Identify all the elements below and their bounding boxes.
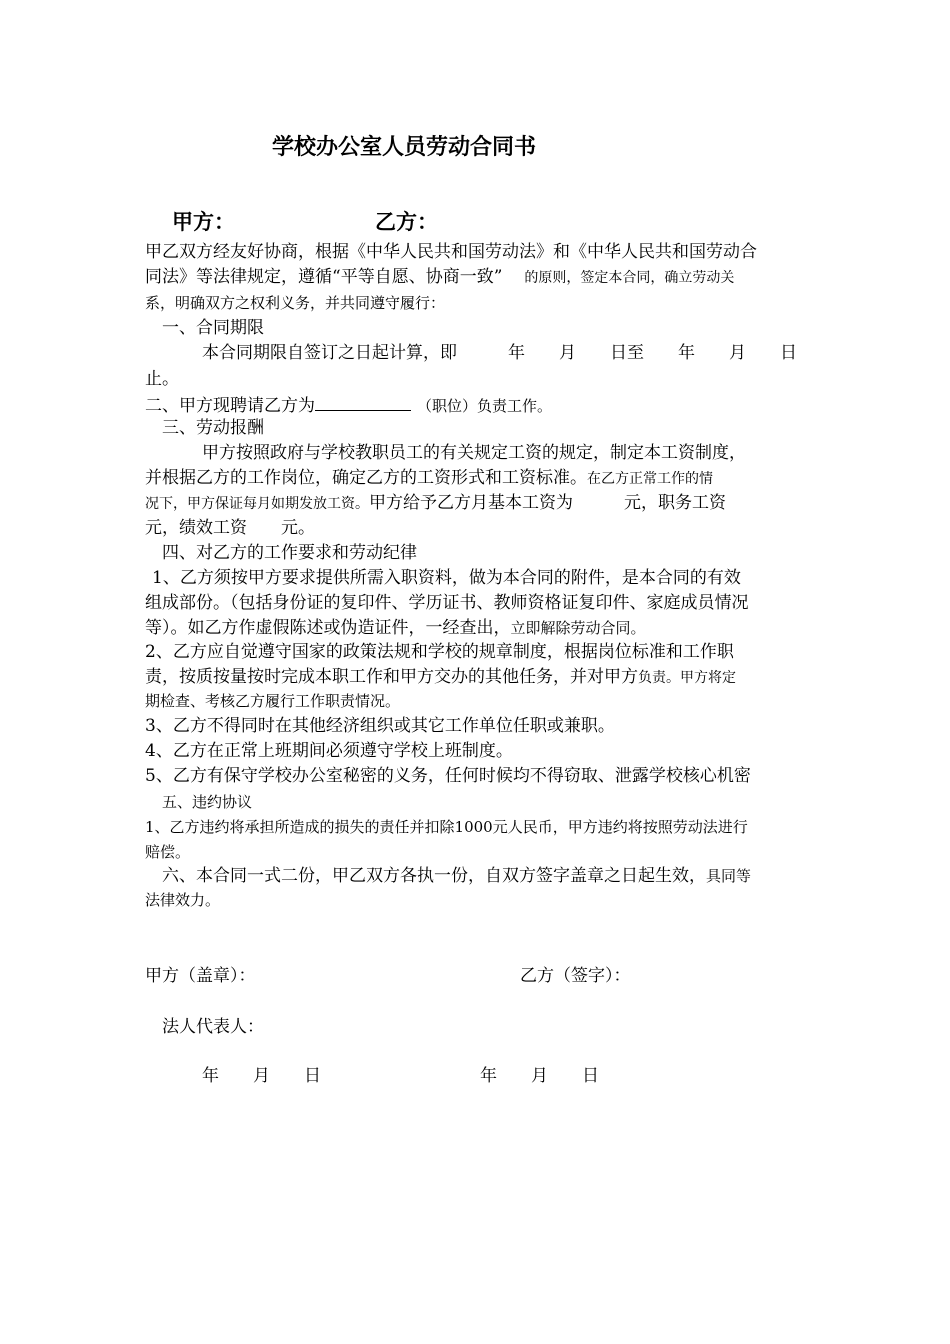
section-4-item-1-line-2: 组成部份。（包括身份证的复印件、学历证书、教师资格证复印件、家庭成员情况 [145,593,749,613]
party-a-seal-label: 甲方（盖章）： [145,966,256,986]
section-4-item-5: 5、乙方有保守学校办公室秘密的义务，任何时候均不得窃取、泄露学校核心机密 [145,766,751,786]
section-4-heading: 四、对乙方的工作要求和劳动纪律 [162,543,417,563]
section-2-prefix: 二、甲方现聘请乙方为 [145,396,315,416]
section-1-line-2: 止。 [145,369,179,389]
section-1-heading: 一、合同期限 [162,318,264,338]
section-6-line-1 [162,868,751,885]
section-2-line [145,396,552,415]
section-4-item-2-line-2 [145,669,736,686]
section-3-line-2a: 并根据乙方的工作岗位，确定乙方的工资形式和工资标准。 [145,468,587,488]
intro-line-1: 甲乙双方经友好协商，根据《中华人民共和国劳动法》和《中华人民共和国劳动合 [145,242,757,262]
section-6-line-1b: 具同等 [706,867,752,885]
section-5-line-2: 赔偿。 [145,843,191,861]
section-4-item-2-line-2b: 负责。甲方将定 [638,670,736,686]
party-a-date: 年 月 日 [202,1066,321,1086]
section-4-item-2-line-1: 2、乙方应自觉遵守国家的政策法规和学校的规章制度，根据岗位标准和工作职 [145,642,734,662]
intro-line-3: 系，明确双方之权利义务，并共同遵守履行： [145,294,446,312]
section-3-line-4: 元，绩效工资 元。 [145,518,315,538]
section-5-heading: 五、违约协议 [162,793,253,811]
section-3-heading: 三、劳动报酬 [162,418,264,438]
section-2-suffix: （职位）负责工作。 [417,397,553,415]
section-3-line-3a: 况下，甲方保证每月如期发放工资。 [145,496,369,512]
section-4-item-3: 3、乙方不得同时在其他经济组织或其它工作单位任职或兼职。 [145,716,615,736]
party-b-label: 乙方： [375,210,438,234]
section-4-item-2-line-3: 期检查、考核乙方履行工作职责情况。 [145,692,401,710]
section-4-item-1-line-3a: 等）。如乙方作虚假陈述或伪造证件，一经查出， [145,618,511,638]
section-3-line-3 [145,495,726,512]
section-6-line-1a: 六、本合同一式二份，甲乙双方各执一份，自双方签字盖章之日起生效， [162,866,706,886]
section-4-item-1-line-3b: 立即解除劳动合同。 [510,619,646,637]
legal-representative-label: 法人代表人： [162,1017,264,1037]
intro-line-2b: 的原则，签定本合同，确立劳动关 [524,270,735,286]
intro-line-2 [145,269,734,286]
section-3-line-2b: 在乙方正常工作的情 [587,471,713,487]
section-6-line-2: 法律效力。 [145,891,221,909]
section-4-item-4: 4、乙方在正常上班期间必须遵守学校上班制度。 [145,741,513,761]
position-blank [315,396,411,411]
section-5-line-1: 1、乙方违约将承担所造成的损失的责任并扣除1000元人民币，甲方违约将按照劳动法进行 [145,818,748,836]
document-title: 学校办公室人员劳动合同书 [272,135,537,160]
party-b-signature-label: 乙方（签字）： [520,966,631,986]
intro-line-2a: 同法》等法律规定，遵循“平等自愿、协商一致” [145,267,503,287]
party-b-date: 年 月 日 [480,1066,599,1086]
section-4-item-1-line-3 [145,620,646,637]
section-3-line-3b: 甲方给予乙方月基本工资为 元，职务工资 [369,493,726,513]
section-4-item-2-line-2a: 责，按质按量按时完成本职工作和甲方交办的其他任务，并对甲方 [145,667,638,687]
section-4-item-1-line-1: 1、乙方须按甲方要求提供所需入职资料，做为本合同的附件，是本合同的有效 [152,568,741,588]
section-3-line-1: 甲方按照政府与学校教职员工的有关规定工资的规定，制定本工资制度， [202,443,746,463]
party-a-label: 甲方： [172,210,235,234]
section-3-line-2 [145,470,713,487]
section-1-line-1: 本合同期限自签订之日起计算，即 年 月 日至 年 月 日 [202,343,797,363]
